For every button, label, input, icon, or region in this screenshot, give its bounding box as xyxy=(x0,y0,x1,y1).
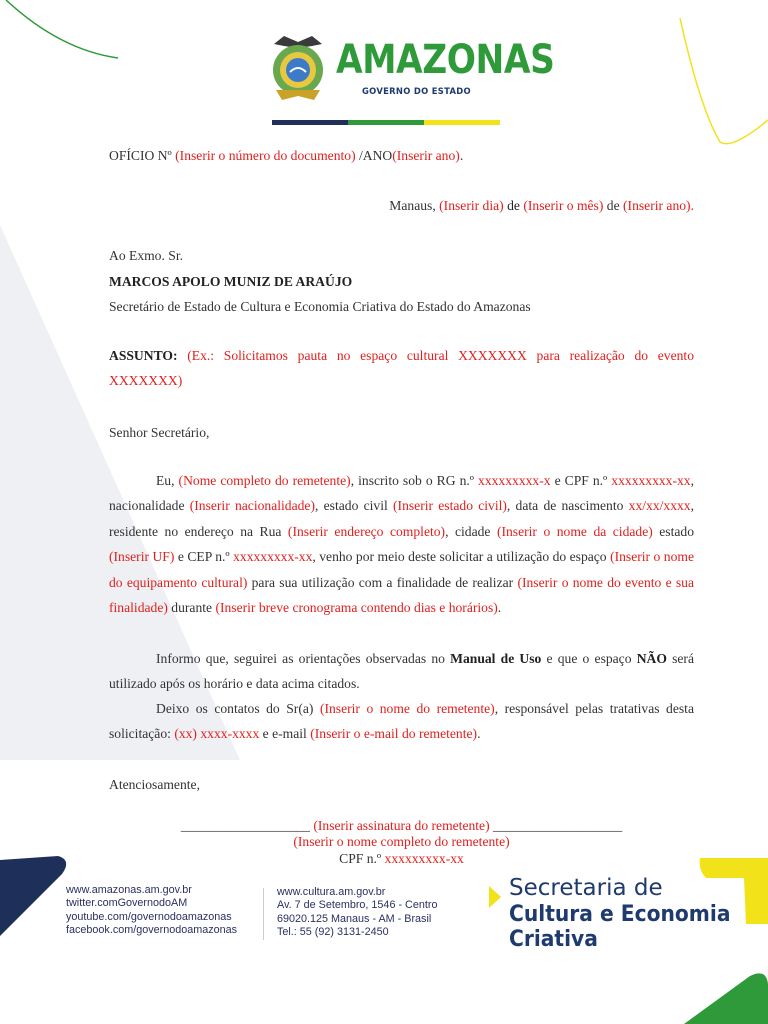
rg-placeholder: xxxxxxxxx-x xyxy=(478,473,551,488)
address-placeholder: (Inserir endereço completo) xyxy=(287,523,446,539)
nationality-placeholder: (Inserir nacionalidade) xyxy=(189,498,315,514)
text: , responsável pelas tratativas desta solicitação: xyxy=(109,701,694,742)
day-placeholder: (Inserir dia) xyxy=(439,198,504,213)
brand-logo-text: AMAZONAS xyxy=(336,37,555,83)
oficio-line xyxy=(109,147,463,164)
event-placeholder: (Inserir o nome do evento e sua finalidade) xyxy=(109,574,694,616)
footer-divider xyxy=(263,888,264,940)
city-placeholder: (Inserir o nome da cidade) xyxy=(496,523,653,539)
birthdate-placeholder: xx/xx/xxxx xyxy=(628,498,691,514)
secretaria-line-1: Secretaria de xyxy=(509,875,663,901)
brand-subtitle: GOVERNO DO ESTADO xyxy=(362,86,471,96)
subject-paragraph xyxy=(109,343,694,394)
email-placeholder: (Inserir o e-mail do remetente) xyxy=(310,726,478,742)
text: Informo que, seguirei as orientações observadas no xyxy=(156,651,451,666)
yellow-curve-line xyxy=(680,18,768,144)
signature-placeholder: (Inserir assinatura do remetente) xyxy=(313,818,490,833)
city-label: Manaus, xyxy=(389,198,436,213)
cpf-placeholder: xxxxxxxxx-xx xyxy=(384,851,464,866)
subject-label: ASSUNTO: xyxy=(109,348,178,363)
youtube-link[interactable]: youtube.com/governodoamazonas xyxy=(66,910,232,923)
text: e que o espaço xyxy=(541,651,637,666)
de-label: de xyxy=(606,198,620,213)
text: para sua utilização com a finalidade de realizar xyxy=(247,574,518,590)
cep-placeholder: xxxxxxxxx-xx xyxy=(233,549,313,565)
secretaria-chevron-icon xyxy=(487,884,503,910)
body-paragraph-1 xyxy=(109,468,694,620)
subject-placeholder: (Ex.: Solicitamos pauta no espaço cultural XXXXXXX para realização do evento XXXXXXX) xyxy=(109,348,695,389)
de-label: de xyxy=(507,198,520,213)
venue-placeholder: (Inserir o nome do equipamento cultural) xyxy=(109,549,694,590)
nao-emphasis: NÃO xyxy=(636,651,667,666)
text: , cidade xyxy=(445,523,497,539)
text: estado xyxy=(652,523,694,539)
manual-de-uso-emphasis: Manual de Uso xyxy=(450,651,542,666)
text: Eu, xyxy=(156,473,179,488)
text: , venho por meio deste solicitar a utilização do espaço xyxy=(312,549,611,565)
cultura-website-link[interactable]: www.cultura.am.gov.br xyxy=(277,886,386,898)
cpf-label: CPF n.º xyxy=(339,851,382,866)
state-placeholder: (Inserir UF) xyxy=(109,549,175,565)
text: , estado civil xyxy=(315,498,394,514)
period: . xyxy=(459,148,464,163)
text: , inscrito sob o RG n.º xyxy=(350,473,479,488)
oficio-label: OFÍCIO Nº xyxy=(109,148,172,163)
text: e CPF n.º xyxy=(550,473,612,488)
navy-corner-shape xyxy=(0,856,66,936)
month-placeholder: (Inserir o mês) xyxy=(523,198,604,213)
green-curve-line xyxy=(6,0,118,58)
text: . xyxy=(497,600,502,616)
date-line xyxy=(389,197,694,214)
text: e CEP n.º xyxy=(174,549,234,565)
closing: Atenciosamente, xyxy=(109,777,200,792)
text: será utilizado após os horário e data acima citados. xyxy=(109,651,694,692)
period: . xyxy=(690,198,694,213)
green-stripe xyxy=(348,120,424,125)
area-code-placeholder: (xx) xyxy=(174,726,197,742)
signer-cpf-line xyxy=(109,851,694,867)
cpf-placeholder: xxxxxxxxx-xx xyxy=(611,473,691,488)
greeting: Senhor Secretário, xyxy=(109,425,210,440)
signature-rule: ___________________ xyxy=(493,818,623,833)
phone-placeholder: xxxx-xxxx xyxy=(200,726,260,742)
address-line: Av. 7 de Setembro, 1546 - Centro xyxy=(277,899,438,912)
twitter-link[interactable]: twitter.comGovernodoAM xyxy=(66,897,188,910)
text: . xyxy=(477,726,481,742)
recipient-title: Secretário de Estado de Cultura e Economia Criativa do Estado do Amazonas xyxy=(109,299,531,314)
schedule-placeholder: (Inserir breve cronograma contendo dias e horários) xyxy=(215,600,498,616)
signature-rule: ___________________ xyxy=(180,818,310,833)
ano-label: /ANO xyxy=(359,148,393,163)
text: , data de nascimento xyxy=(506,498,629,514)
document-number-placeholder: (Inserir o número do documento) xyxy=(175,148,356,163)
postal-line: 69020.125 Manaus - AM - Brasil xyxy=(277,912,432,925)
year-placeholder: (Inserir ano) xyxy=(392,148,460,163)
sender-name-placeholder: (Inserir o nome do remetente) xyxy=(319,701,495,716)
footer-links-column xyxy=(66,884,237,938)
website-link[interactable]: www.amazonas.am.gov.br xyxy=(66,884,192,896)
coat-of-arms-icon xyxy=(268,30,328,106)
navy-stripe xyxy=(272,120,348,125)
secretaria-line-2: Cultura e Economia xyxy=(509,902,731,927)
footer-contact-column xyxy=(277,886,437,940)
marital-status-placeholder: (Inserir estado civil) xyxy=(393,498,507,514)
phone-line: Tel.: 55 (92) 3131-2450 xyxy=(277,926,389,939)
yellow-stripe xyxy=(424,120,500,125)
body-paragraph-3 xyxy=(109,696,694,747)
recipient-name: MARCOS APOLO MUNIZ DE ARAÚJO xyxy=(109,274,353,289)
secretaria-line-3: Criativa xyxy=(509,927,598,952)
green-corner-shape xyxy=(684,973,768,1024)
year-placeholder: (Inserir ano) xyxy=(623,198,691,213)
salutation: Ao Exmo. Sr. xyxy=(109,248,184,263)
text: , residente no endereço na Rua xyxy=(109,498,695,539)
text: durante xyxy=(167,600,216,616)
text: , nacionalidade xyxy=(109,473,694,514)
sender-name-placeholder: (Nome completo do remetente) xyxy=(178,473,351,488)
facebook-link[interactable]: facebook.com/governodoamazonas xyxy=(66,924,238,937)
signer-name-placeholder: (Inserir o nome completo do remetente) xyxy=(293,834,510,849)
text: e e-mail xyxy=(259,726,311,742)
body-paragraph-2 xyxy=(109,646,694,697)
text: Deixo os contatos do Sr(a) xyxy=(156,701,320,716)
signature-line xyxy=(109,818,694,834)
